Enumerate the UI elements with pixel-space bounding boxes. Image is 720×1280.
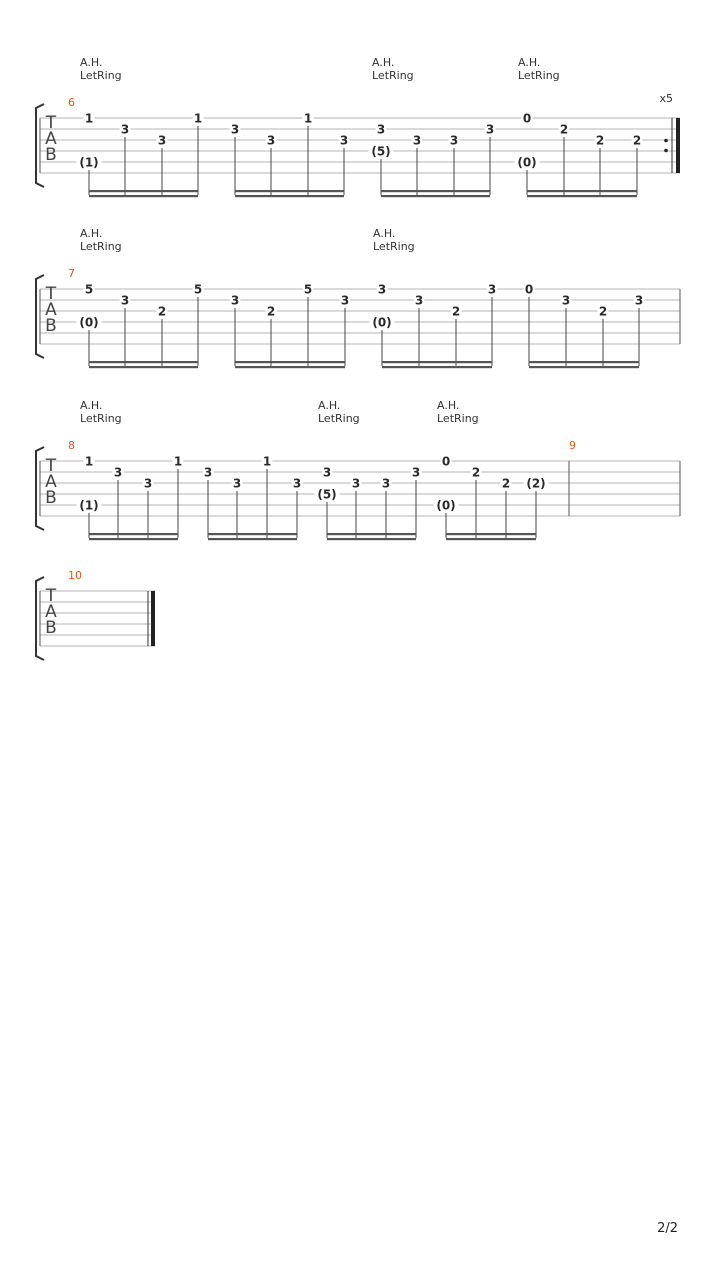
beam [327, 533, 416, 535]
fret-number: 1 [173, 454, 183, 469]
fret-number: 3 [339, 133, 349, 148]
fret-number: 2 [559, 122, 569, 137]
tab-clef-letter-a: A [45, 472, 57, 492]
beam [89, 533, 178, 535]
fret-number: 3 [377, 282, 387, 297]
fret-number: 3 [266, 133, 276, 148]
fret-number: 3 [412, 133, 422, 148]
harmonic-annotation: A.H. [518, 56, 541, 69]
fret-number: 0 [522, 111, 532, 126]
let-ring-annotation: LetRing [373, 240, 415, 253]
fret-number: 2 [157, 304, 167, 319]
beam [527, 195, 637, 197]
tab-clef-letter-b: B [45, 488, 57, 508]
measure-number: 6 [68, 96, 75, 109]
fret-number: 5 [193, 282, 203, 297]
beam [382, 366, 492, 368]
tab-clef-letter-t: T [45, 284, 57, 304]
harmonic-annotation: A.H. [372, 56, 395, 69]
fret-number: 3 [411, 465, 421, 480]
fret-number: (2) [526, 476, 546, 491]
beam [235, 366, 345, 368]
fret-number: 3 [376, 122, 386, 137]
fret-number: 1 [303, 111, 313, 126]
fret-number: 3 [120, 122, 130, 137]
repeat-dot [664, 139, 668, 143]
fret-number: 3 [449, 133, 459, 148]
beam [89, 361, 198, 363]
let-ring-annotation: LetRing [80, 240, 122, 253]
harmonic-annotation: A.H. [80, 399, 103, 412]
fret-number: (0) [517, 155, 537, 170]
fret-number: 3 [143, 476, 153, 491]
let-ring-annotation: LetRing [518, 69, 560, 82]
fret-number: 2 [632, 133, 642, 148]
repeat-dot [664, 149, 668, 153]
beam [235, 190, 344, 192]
let-ring-annotation: LetRing [318, 412, 360, 425]
tab-clef-letter-a: A [45, 129, 57, 149]
let-ring-annotation: LetRing [80, 69, 122, 82]
fret-number: 3 [322, 465, 332, 480]
tab-clef-letter-a: A [45, 602, 57, 622]
fret-number: 3 [113, 465, 123, 480]
fret-number: 1 [193, 111, 203, 126]
measure-number: 7 [68, 267, 75, 280]
fret-number: 2 [598, 304, 608, 319]
beam [208, 533, 297, 535]
beam [235, 361, 345, 363]
beam [235, 195, 344, 197]
fret-number: 3 [292, 476, 302, 491]
fret-number: 3 [230, 293, 240, 308]
beam [382, 361, 492, 363]
tab-clef-letter-t: T [45, 586, 57, 606]
fret-number: 2 [471, 465, 481, 480]
beam [446, 538, 536, 540]
fret-number: (0) [436, 498, 456, 513]
beam [89, 538, 178, 540]
beam [327, 538, 416, 540]
fret-number: 0 [441, 454, 451, 469]
fret-number: 3 [381, 476, 391, 491]
beam [446, 533, 536, 535]
harmonic-annotation: A.H. [318, 399, 341, 412]
fret-number: 3 [232, 476, 242, 491]
fret-number: 5 [303, 282, 313, 297]
fret-number: (5) [371, 144, 391, 159]
let-ring-annotation: LetRing [372, 69, 414, 82]
harmonic-annotation: A.H. [437, 399, 460, 412]
fret-number: 3 [414, 293, 424, 308]
fret-number: (5) [317, 487, 337, 502]
fret-number: 3 [157, 133, 167, 148]
harmonic-annotation: A.H. [80, 56, 103, 69]
fret-number: 3 [230, 122, 240, 137]
measure-number: 8 [68, 439, 75, 452]
fret-number: (0) [372, 315, 392, 330]
fret-number: 1 [84, 454, 94, 469]
fret-number: 1 [84, 111, 94, 126]
fret-number: 3 [634, 293, 644, 308]
tab-clef-letter-b: B [45, 618, 57, 638]
beam [529, 361, 639, 363]
fret-number: 2 [266, 304, 276, 319]
beam [529, 366, 639, 368]
repeat-count: x5 [659, 92, 673, 105]
beam [527, 190, 637, 192]
fret-number: 5 [84, 282, 94, 297]
harmonic-annotation: A.H. [373, 227, 396, 240]
measure-number: 10 [68, 569, 82, 582]
tab-clef-letter-b: B [45, 316, 57, 336]
fret-number: 0 [524, 282, 534, 297]
final-barline-thick [151, 591, 155, 646]
repeat-barline-thick [676, 118, 680, 173]
fret-number: 3 [351, 476, 361, 491]
fret-number: 1 [262, 454, 272, 469]
fret-number: (1) [79, 155, 99, 170]
let-ring-annotation: LetRing [80, 412, 122, 425]
beam [89, 195, 198, 197]
beam [381, 190, 490, 192]
fret-number: 3 [340, 293, 350, 308]
page-number: 2/2 [657, 1221, 678, 1236]
fret-number: (1) [79, 498, 99, 513]
harmonic-annotation: A.H. [80, 227, 103, 240]
fret-number: 3 [487, 282, 497, 297]
beam [89, 190, 198, 192]
tab-clef-letter-t: T [45, 456, 57, 476]
fret-number: 3 [203, 465, 213, 480]
fret-number: 2 [451, 304, 461, 319]
tab-clef-letter-b: B [45, 145, 57, 165]
tab-clef-letter-t: T [45, 113, 57, 133]
beam [381, 195, 490, 197]
tab-clef-letter-a: A [45, 300, 57, 320]
fret-number: 3 [120, 293, 130, 308]
let-ring-annotation: LetRing [437, 412, 479, 425]
fret-number: 3 [561, 293, 571, 308]
beam [89, 366, 198, 368]
fret-number: (0) [79, 315, 99, 330]
beam [208, 538, 297, 540]
fret-number: 3 [485, 122, 495, 137]
fret-number: 2 [595, 133, 605, 148]
fret-number: 2 [501, 476, 511, 491]
measure-number: 9 [569, 439, 576, 452]
